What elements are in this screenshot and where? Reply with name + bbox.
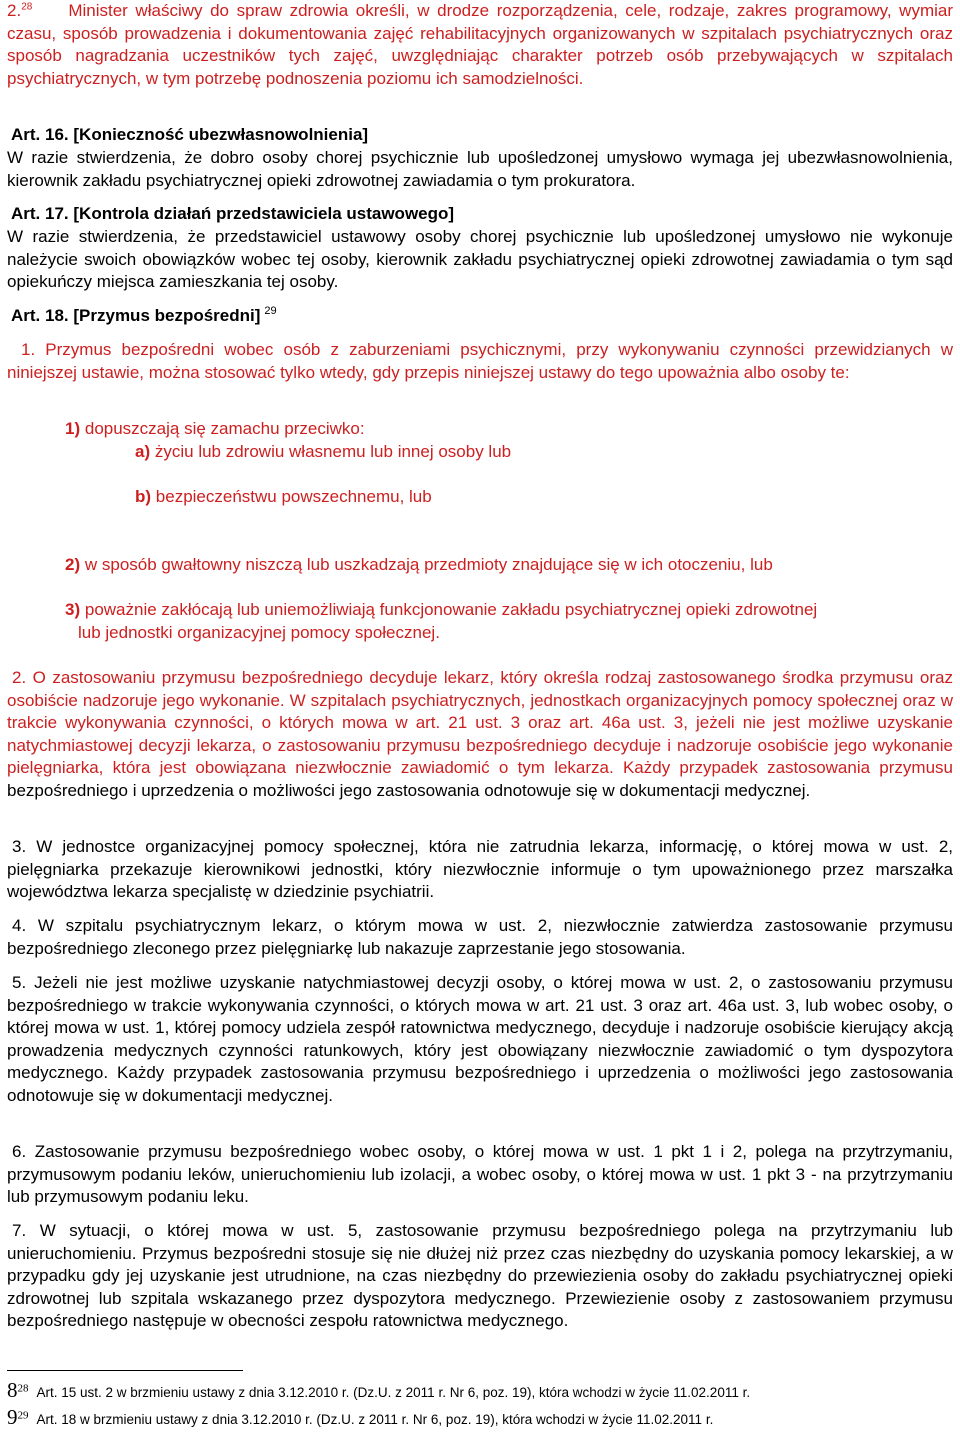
footnote-29 [7,1405,714,1429]
article-18-para-2 [7,667,953,803]
list-number: 2) [65,555,81,574]
list-item-3 [7,599,955,622]
article-18-para-3: 3. W jednostce organizacyjnej pomocy społecznej, która nie zatrudnia lekarza, informację, o której mowa w ust. 2, pielęgniarka przekazuje kierownikowi jednostki, który niezwłocznie informuje o tym upoważnionego przez marszałka województwa lekarza specjalistę w dziedzinie psychiatrii. [7,837,953,902]
article-16-text: W razie stwierdzenia, że dobro osoby chorej psychicznie lub upośledzonej umysłowo wymaga jej ubezwłasnowolnienia, kierownik zakładu psychiatrycznej opieki zdrowotnej zawiadamia o tym prokuratora. [7,148,953,190]
footnote-sup: 28 [17,1382,29,1395]
footnote-sup: 29 [17,1409,29,1422]
list-letter: b) [135,487,152,506]
article-title: [Kontrola działań przedstawiciela ustawowego] [73,204,455,223]
list-item-2 [7,554,945,577]
list-number: 3) [65,600,81,619]
article-17-heading [7,203,953,226]
article-label: Art. 16. [11,125,69,144]
article-title: [Konieczność ubezwłasnowolnienia] [73,125,369,144]
list-text: dopuszczają się zamachu przeciwko: [84,419,365,438]
article-18-para-4: 4. W szpitalu psychiatrycznym lekarz, o którym mowa w ust. 2, niezwłocznie zatwierdza zastosowanie przymusu bezpośredniego zleconego przez pielęgniarkę lub nakazuje zaprzestanie jego stosowania. [7,916,953,958]
article-18-para-7: 7. W sytuacji, o której mowa w ust. 5, zastosowanie przymusu bezpośredniego polega na przytrzymaniu lub unieruchomieniu. Przymus bezpośredni stosuje się nie dłużej niż przez czas niezbędny do uzyskania pomocy lekarskiej, a w przypadku gdy jej uzyskanie jest utrudnione, na czas niezbędny do przewiezienia osoby do zakładu psychiatrycznej opieki zdrowotnej lub szpitala wskazanego przez dyspozytora medycznego. Przewiezienie osoby z zastosowaniem przymusu bezpośredniego następuje w obecności zespołu ratownictwa medycznego. [7,1221,953,1331]
list-text: poważnie zakłócają lub uniemożliwiają funkcjonowanie zakładu psychiatrycznej opieki zdrowotnej [84,600,818,619]
article-label: Art. 17. [11,204,69,223]
list-item-1 [7,418,945,441]
footnote-ref: 29 [264,305,277,318]
list-item-3-cont: lub jednostki organizacyjnej pomocy społecznej. [78,623,440,642]
footnote-28 [7,1378,751,1402]
paragraph-text: Minister właściwy do spraw zdrowia określi, w drodze rozporządzenia, cele, rodzaje, zakres programowy, wymiar czasu, sposób prowadzenia i dokumentowania zajęć rehabilitacyjnych organizowanych w szpitalach psychiatrycznych oraz sposób nagradzania uczestników tych zajęć, uwzględniając charakter potrzeb osób przebywających w szpitalach psychiatrycznych, w tym potrzebę podnoszenia poziomu ich samodzielności. [7,1,953,88]
article-title: [Przymus bezpośredni] [73,306,261,325]
article-17-text: W razie stwierdzenia, że przedstawiciel ustawowy osoby chorej psychicznie lub upośledzonej umysłowo nie wykonuje należycie swoich obowiązków wobec tej osoby, kierownik zakładu psychiatrycznej opieki zdrowotnej zawiadamia o tym sąd opiekuńczy miejsca zamieszkania tej osoby. [7,227,953,292]
list-item-1a [7,441,945,464]
article-18-para-5: 5. Jeżeli nie jest możliwe uzyskanie natychmiastowej decyzji osoby, o której mowa w ust. 2, o zastosowaniu przymusu bezpośredniego w trakcie wykonywania czynności, o których mowa w art. 21 ust. 3 oraz art. 46a ust. 3, lub wobec osoby, o której mowa w ust. 1, której pomocy udziela zespół ratownictwa medycznego, decyduje i nadzoruje osobiście kierujący akcją prowadzenia medycznych czynności ratunkowych, który jest obowiązany niezwłocznie zawiadomić o tym dyspozytora medycznego. Każdy przypadek zastosowania przymusu bezpośredniego i uprzedzenia o możliwości jego zastosowania odnotowuje się w dokumentacji medycznej. [7,973,953,1105]
list-text: życiu lub zdrowiu własnemu lub innej osoby lub [154,442,512,461]
list-item-1b [7,486,945,509]
list-letter: a) [135,442,151,461]
article-label: Art. 18. [11,306,69,325]
list-text: w sposób gwałtowny niszczą lub uszkadzają przedmioty znajdujące się w ich otoczeniu, lub [84,555,773,574]
footnote-ref: 28 [21,1,33,13]
list-text: bezpieczeństwu powszechnemu, lub [155,487,432,506]
footnote-text: Art. 15 ust. 2 w brzmieniu ustawy z dnia 3.12.2010 r. (Dz.U. z 2011 r. Nr 6, poz. 19), która wchodzi w życie 11.02.2011 r. [36,1385,751,1400]
footnote-separator [7,1370,243,1371]
article-16-heading [7,124,953,147]
para-2-amended: 2. O zastosowaniu przymusu bezpośredniego decyduje lekarz, który określa rodzaj zastosowanego środka przymusu oraz osobiście nadzoruje jego wykonanie. W szpitalach psychiatrycznych, jednostkach organizacyjnych pomocy społecznej oraz w trakcie wykonywania czynności, o których mowa w art. 21 ust. 3 oraz art. 46a ust. 3, jeżeli nie jest możliwe uzyskanie natychmiastowej decyzji lekarza, o zastosowaniu przymusu bezpośredniego decyduje i nadzoruje osobiście jego wykonanie pielęgniarka, która jest obowiązana niezwłocznie zawiadomić o tym lekarza. Każdy przypadek zastosowania przymusu [7,668,953,778]
paragraph-number: 2. [7,1,22,20]
paragraph-2 [7,0,953,90]
article-18-para-6: 6. Zastosowanie przymusu bezpośredniego wobec osoby, o której mowa w ust. 1 pkt 1 i 2, polega na przytrzymaniu, przymusowym podaniu leków, unieruchomieniu lub izolacji, a wobec osoby, o której mowa w ust. 1 pkt 3 - na przytrzymaniu lub przymusowym podaniu leku. [7,1142,953,1207]
article-18-para-1: 1. Przymus bezpośredni wobec osób z zaburzeniami psychicznymi, przy wykonywaniu czynności przewidzianych w niniejszej ustawie, można stosować tylko wtedy, gdy przepis niniejszej ustawy do tego upoważnia albo osoby te: [7,340,953,382]
article-18-heading [7,305,953,328]
footnote-number: 8 [7,1378,18,1402]
footnote-text: Art. 18 w brzmieniu ustawy z dnia 3.12.2010 r. (Dz.U. z 2011 r. Nr 6, poz. 19), która wchodzi w życie 11.02.2011 r. [36,1412,714,1427]
footnote-number: 9 [7,1405,18,1429]
para-2-rest: bezpośredniego i uprzedzenia o możliwości jego zastosowania odnotowuje się w dokumentacji medycznej. [7,780,811,800]
list-number: 1) [65,419,81,438]
